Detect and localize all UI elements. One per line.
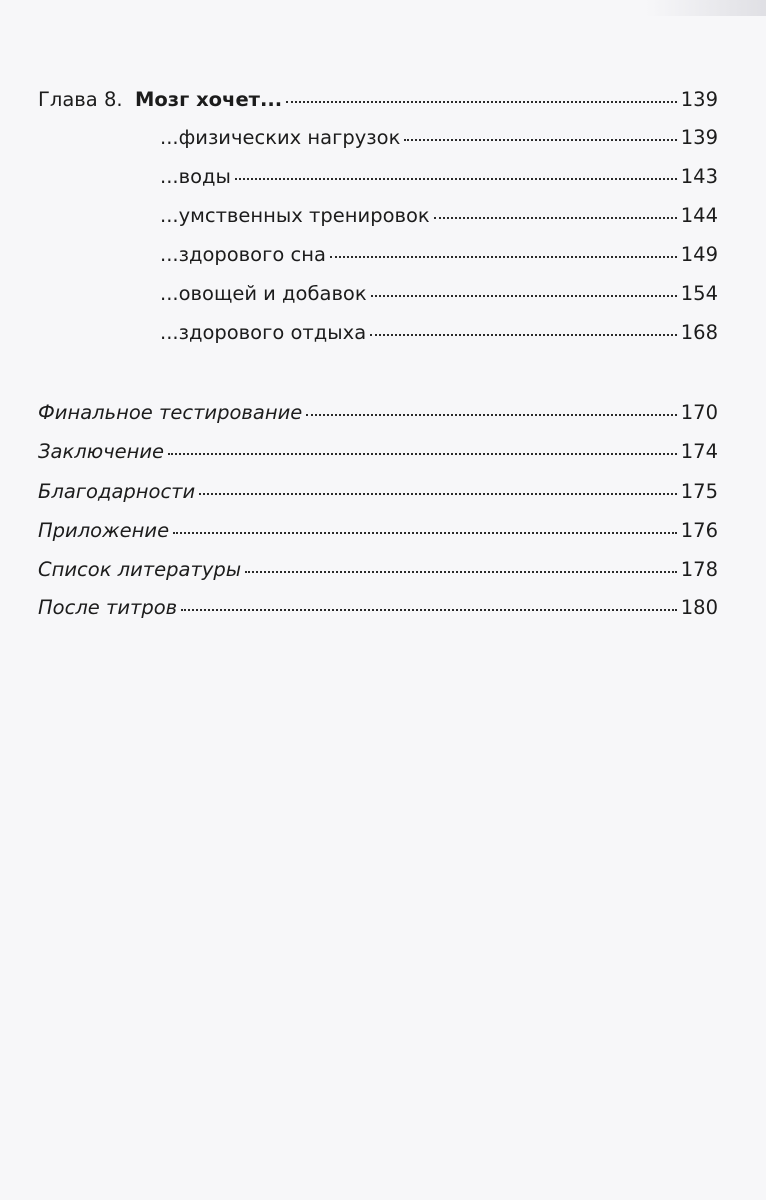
page-corner-shadow bbox=[646, 0, 766, 16]
toc-subsection-row bbox=[38, 159, 718, 195]
toc-section-title: После титров bbox=[38, 596, 178, 619]
toc-chapter-row bbox=[38, 82, 718, 118]
toc-section-row bbox=[38, 474, 718, 510]
toc-subsection-row bbox=[38, 315, 718, 351]
toc-section-title: Заключение bbox=[38, 440, 165, 463]
dot-leader bbox=[371, 280, 677, 300]
toc-page-number: 149 bbox=[680, 243, 718, 266]
dot-leader bbox=[306, 399, 676, 419]
dot-leader bbox=[245, 556, 677, 576]
dot-leader bbox=[286, 86, 677, 106]
toc-section-row bbox=[38, 513, 718, 549]
dot-leader bbox=[404, 124, 676, 144]
dot-leader bbox=[168, 438, 677, 458]
toc-page-number: 175 bbox=[680, 480, 718, 503]
toc-subsection-title: ...умственных тренировок bbox=[160, 204, 430, 227]
toc-subsection-title: ...здорового сна bbox=[160, 243, 326, 266]
dot-leader bbox=[235, 163, 677, 183]
toc-section-row bbox=[38, 552, 718, 588]
dot-leader bbox=[181, 594, 677, 614]
toc-subsection-title: ...физических нагрузок bbox=[160, 126, 401, 149]
toc-page-number: 154 bbox=[680, 282, 718, 305]
dot-leader bbox=[199, 478, 677, 498]
toc-page-number: 168 bbox=[680, 321, 718, 344]
toc-subsection-row bbox=[38, 237, 718, 273]
toc-section-row bbox=[38, 395, 718, 431]
dot-leader bbox=[370, 319, 677, 339]
toc-subsection-title: ...здорового отдыха bbox=[160, 321, 367, 344]
toc-section-title: Список литературы bbox=[38, 558, 242, 581]
toc-section-row bbox=[38, 434, 718, 470]
dot-leader bbox=[434, 202, 677, 222]
toc-subsection-row bbox=[38, 198, 718, 234]
toc-section-row bbox=[38, 590, 718, 626]
dot-leader bbox=[173, 517, 677, 537]
toc-subsection-row bbox=[38, 120, 718, 156]
chapter-prefix: Глава 8. bbox=[38, 88, 123, 111]
toc-page-number: 180 bbox=[680, 596, 718, 619]
toc-subsection-row bbox=[38, 276, 718, 312]
toc-page-number: 139 bbox=[680, 126, 718, 149]
toc-page-number: 144 bbox=[680, 204, 718, 227]
toc-page-number: 178 bbox=[680, 558, 718, 581]
toc-page-number: 139 bbox=[680, 88, 718, 111]
toc-page-number: 176 bbox=[680, 519, 718, 542]
dot-leader bbox=[330, 241, 677, 261]
toc-page-number: 143 bbox=[680, 165, 718, 188]
toc-page-number: 174 bbox=[680, 440, 718, 463]
toc-section-title: Финальное тестирование bbox=[38, 401, 303, 424]
toc-chapter-title bbox=[38, 82, 282, 118]
chapter-name: Мозг хочет... bbox=[134, 88, 283, 111]
toc-subsection-title: ...воды bbox=[160, 165, 231, 188]
toc-page-number: 170 bbox=[680, 401, 718, 424]
toc-section-title: Благодарности bbox=[38, 480, 196, 503]
toc-subsection-title: ...овощей и добавок bbox=[160, 282, 367, 305]
toc-section-title: Приложение bbox=[38, 519, 170, 542]
